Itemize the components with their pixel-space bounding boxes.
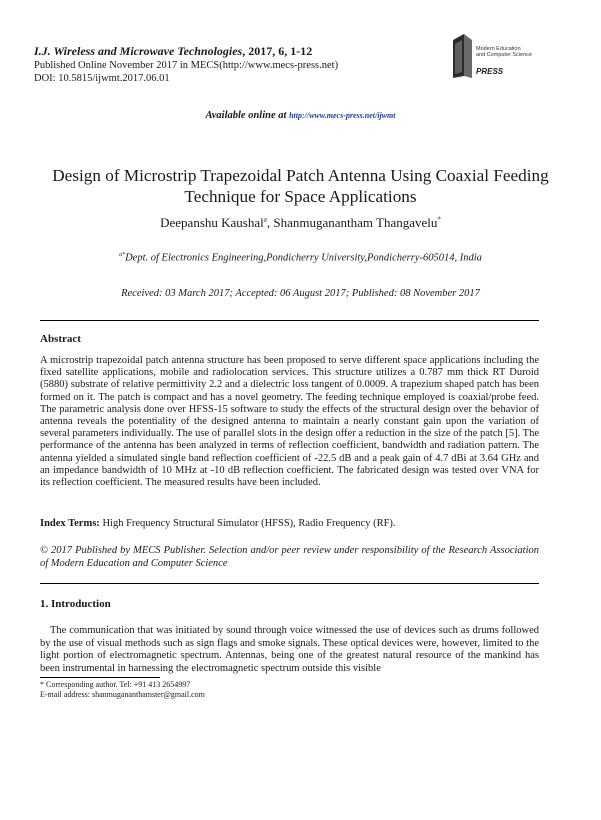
copyright-notice: © 2017 Published by MECS Publisher. Selection and/or peer review under responsibility of the Research Association of Modern Education and Computer Science: [40, 545, 539, 569]
affiliation: [0, 252, 601, 264]
availability-line: [0, 110, 601, 121]
author-1: Deepanshu Kaushal: [160, 215, 264, 230]
affiliation-mark: a*: [119, 252, 126, 258]
introduction-text: The communication that was initiated by sound through voice witnessed the use of devices such as drums followed by the use of visual methods such as sign flags and smoke signals. These optical devices were, however, limited to the light portion of electromagnetic spectrum. Antennas, being one of the greatest natural resource of the mankind has been instrumental in harnessing the electromagnetic spectrum outside this visible: [40, 625, 539, 674]
affiliation-text: Dept. of Electronics Engineering,Pondicherry University,Pondicherry-605014, India: [125, 252, 482, 264]
availability-label: Available online at: [205, 110, 287, 121]
bottom-divider: [40, 583, 539, 584]
index-terms: [40, 518, 539, 529]
index-terms-label: Index Terms:: [40, 518, 100, 529]
journal-name: I.J. Wireless and Microwave Technologies: [34, 44, 243, 58]
doi-line: DOI: 10.5815/ijwmt.2017.06.01: [34, 73, 170, 84]
journal-volume: , 2017, 6, 1-12: [242, 44, 313, 58]
abstract-heading: Abstract: [40, 333, 81, 345]
top-divider: [40, 320, 539, 321]
author-1-mark: a: [263, 215, 267, 224]
logo-press: PRESS: [476, 67, 504, 76]
section-heading: 1. Introduction: [40, 598, 111, 610]
logo-line-2: and Computer Science: [476, 52, 532, 58]
author-2-mark: *: [437, 215, 441, 224]
journal-url-link[interactable]: http://www.mecs-press.net/ijwmt: [289, 111, 396, 120]
footnote-divider: [40, 677, 160, 678]
publisher-logo: [450, 32, 550, 92]
footnote-email: E-mail address: shanmugananthamster@gmail.com: [40, 690, 205, 699]
logo-line-1: Modern Education: [476, 46, 521, 52]
book-icon: [450, 32, 476, 80]
author-list: Deepanshu Kaushal$^a$, Shanmuganantham Thangavelu*: [160, 215, 441, 230]
paper-title: Design of Microstrip Trapezoidal Patch Antenna Using Coaxial Feeding Technique for Space Applications: [52, 166, 549, 206]
index-terms-text: High Frequency Structural Simulator (HFSS), Radio Frequency (RF).: [102, 518, 396, 529]
footnote-corresponding: * Corresponding author. Tel: +91 413 2654997: [40, 680, 191, 689]
publication-dates: Received: 03 March 2017; Accepted: 06 August 2017; Published: 08 November 2017: [121, 288, 480, 299]
author-2: Shanmuganantham Thangavelu: [273, 215, 438, 230]
published-line: Published Online November 2017 in MECS(http://www.mecs-press.net): [34, 60, 339, 71]
abstract-text: A microstrip trapezoidal patch antenna structure has been proposed to serve different space applications including the fixed satellite applications, mobile and radiolocation services. This structure utilizes a 0.787 mm thick RT Duroid (5880) substrate of relative permittivity 2.2 and a dielectric loss tangent of 0.0009. A trapezium shaped patch has been formed on it. The patch is compact and has a novel geometry. The feeding technique employed is coaxial/probe feed. The parametric analysis done over HFSS-15 software to study the effects of the structural design over the behavior of antenna reveals the potentiality of the designed antenna to maintain a nearly constant gain upon the variation of several parameters individually. The use of parallel slots in the design offer a reduction in the size of the patch [5]. The performance of the antenna has been analyzed in terms of reflection coefficient, bandwidth and radiation pattern. The antenna yielded a simulated single band reflection coefficient of -22.5 dB and a peak gain of 4.7 dBi at 3.64 GHz and an impedance bandwidth of 10 MHz at -10 dB reflection coefficient. The fabricated design was tested over VNA for its reflection coefficient. The measured results have been included.: [40, 355, 539, 489]
journal-header: [34, 44, 312, 59]
